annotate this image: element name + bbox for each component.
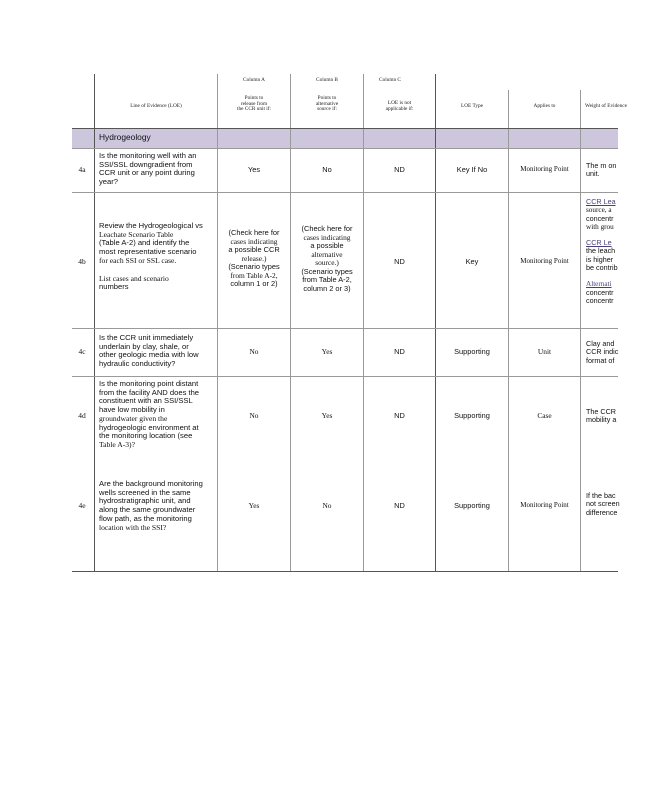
column-a-label: Column A (243, 77, 265, 83)
weight-of-evidence-text (586, 492, 646, 517)
question-line: along the same groundwater (99, 505, 196, 515)
weight-line: The m on (586, 161, 617, 170)
weight-of-evidence-text (586, 198, 646, 305)
weight-line: difference (586, 507, 618, 517)
col-a-value: No (249, 347, 259, 356)
question-line: for each SSI or SSL case. (99, 255, 177, 265)
col-c-value: ND (394, 501, 405, 510)
question-line: have low mobility in (99, 405, 165, 415)
header-rule (72, 128, 618, 129)
loe-type-value: Key (465, 257, 479, 266)
applies-to-value: Monitoring Point (520, 165, 569, 173)
applies-to-value: Monitoring Point (520, 501, 569, 509)
header-line-of-evidence: Line of Evidence (LOE) (130, 103, 182, 109)
row-id: 4a (78, 165, 86, 174)
question-line: flow path, as the monitoring (99, 513, 192, 523)
header-col-a (218, 96, 290, 113)
question-line: constituent with an SSI/SSL (99, 396, 193, 406)
weight-line: unit. (586, 169, 600, 179)
col-a-line: (Check here for (228, 228, 280, 237)
weight-line: format of (586, 355, 615, 365)
col-a-line: (Scenario types (228, 262, 280, 272)
header-col-b-line: source if: (317, 106, 337, 113)
loe-type-value: Supporting (454, 411, 490, 420)
weight-line: CCR Lea (586, 197, 616, 206)
col-b-line: (Scenario types (301, 266, 353, 276)
loe-type-value: Supporting (454, 347, 490, 356)
question-line: from the facility AND does the (99, 387, 200, 397)
col-a-line: from Table A-2, (230, 270, 278, 280)
question-line: wells screened in the same (99, 487, 191, 497)
weight-line: Alternati (586, 280, 612, 289)
col-b-value: Yes (321, 411, 333, 420)
weight-line: concentr (586, 295, 614, 305)
row-id: 4b (78, 257, 86, 266)
col-b-line: column 2 or 3) (303, 283, 351, 293)
col-b-line: source.) (315, 258, 339, 268)
col-a-line: column 1 or 2) (230, 279, 278, 289)
row-question (99, 380, 217, 450)
weight-line: with grou (586, 222, 614, 231)
question-line: SSI/SSL downgradient from (99, 159, 193, 169)
row-question (99, 222, 217, 292)
header-col-c-line: LOE is not (387, 100, 412, 106)
weight-of-evidence-text (586, 340, 646, 365)
header-col-a-line: the CCR unit if: (237, 106, 271, 113)
col-b-line: from Table A-2, (302, 275, 352, 285)
question-line: Table A-3)? (99, 440, 135, 450)
question-line: Review the Hydrogeological vs (99, 221, 203, 230)
header-weight-of-evidence: Weight of Evidence (585, 103, 627, 109)
header-col-c-line: applicable if: (385, 105, 414, 112)
question-line: hydrostratigraphic unit, and (99, 496, 191, 506)
weight-line: the leach (586, 246, 616, 256)
header-col-b-line: Points to (317, 95, 337, 101)
col-a-line: release.) (241, 253, 267, 263)
header-col-a-line: release from (240, 100, 268, 107)
col-b-line: (Check here for (301, 224, 353, 233)
question-line: Is the monitoring point distant (99, 379, 199, 388)
col-b-value: No (322, 501, 332, 510)
question-line: numbers (99, 282, 129, 292)
weight-line: The CCR (586, 407, 616, 416)
col-a-line: cases indicating (230, 236, 278, 246)
col-b-value: No (322, 165, 332, 174)
question-line: Is the CCR unit immediately (99, 333, 194, 342)
col-a-line: a possible CCR (228, 245, 280, 255)
header-col-a-line: Points to (244, 95, 264, 101)
row-question (99, 334, 217, 369)
col-b-checklist (291, 225, 363, 293)
weight-line: source, a (586, 206, 612, 215)
row-rule (72, 192, 618, 193)
weight-of-evidence-text (586, 408, 646, 425)
weight-line: CCR Le (586, 238, 612, 248)
header-applies-to: Applies to (533, 103, 556, 109)
question-line: hydrogeologic environment at (99, 422, 199, 432)
col-c-value: ND (394, 257, 405, 266)
col-a-value: Yes (248, 501, 260, 510)
weight-line: not screen (586, 499, 620, 509)
applies-to-value: Case (537, 411, 552, 420)
weight-line: be contrib (586, 262, 618, 272)
col-c-value: ND (394, 165, 405, 174)
weight-line: mobility a (586, 415, 617, 425)
loe-type-value: Supporting (454, 501, 490, 510)
col-b-line: cases indicating (303, 232, 351, 242)
table-divider (580, 90, 581, 572)
col-a-value: No (249, 411, 259, 420)
header-col-c (364, 101, 435, 112)
col-b-line: alternative (311, 249, 343, 259)
section-band (72, 128, 618, 148)
question-line: year? (99, 177, 118, 187)
weight-line: is higher (586, 254, 614, 264)
question-line: underlain by clay, shale, or (99, 341, 189, 351)
row-rule (72, 148, 618, 149)
weight-line: CCR indic (586, 347, 619, 357)
question-line: Leachate Scenario Table (99, 229, 174, 239)
question-line: most representative scenario (99, 247, 197, 257)
question-line: Are the background monitoring (99, 479, 203, 488)
column-b-label: Column B (316, 77, 338, 83)
header-col-b (291, 96, 363, 113)
row-rule (72, 328, 618, 329)
col-c-value: ND (394, 347, 405, 356)
question-line: List cases and scenario (99, 273, 169, 283)
col-a-checklist (219, 229, 289, 289)
section-title: Hydrogeology (99, 132, 151, 142)
header-loe-type: LOE Type (460, 103, 484, 109)
table-bottom-rule (72, 571, 618, 572)
question-line: groundwater given the (99, 413, 168, 423)
applies-to-value: Unit (537, 347, 552, 356)
header-col-b-line: alternative (315, 100, 339, 107)
question-line: hydraulic conductivity? (99, 359, 176, 369)
column-c-label: Column C (379, 77, 401, 83)
row-id: 4d (78, 411, 86, 420)
question-line: Is the monitoring well with an (99, 151, 197, 160)
weight-of-evidence-text (586, 162, 646, 179)
col-a-value: Yes (247, 165, 261, 174)
row-id: 4e (78, 501, 86, 510)
question-line: other geologic media with low (99, 350, 199, 360)
question-line: the monitoring location (see (99, 431, 193, 441)
weight-line: concentr (586, 213, 614, 223)
col-c-value: ND (394, 411, 405, 420)
row-question (99, 152, 217, 187)
weight-line: Clay and (586, 339, 615, 348)
table-divider (508, 90, 509, 572)
applies-to-value: Monitoring Point (520, 257, 569, 265)
question-line: location with the SSI? (99, 522, 167, 532)
row-question (99, 480, 217, 532)
col-b-line: a possible (310, 241, 344, 251)
question-line: CCR unit or any point during (99, 168, 195, 178)
row-id: 4c (78, 347, 86, 356)
loe-type-value: Key If No (456, 165, 488, 174)
weight-line: concentr (586, 287, 614, 297)
question-line: (Table A-2) and identify the (99, 238, 190, 248)
row-rule (72, 376, 618, 377)
col-b-value: Yes (321, 347, 333, 356)
weight-line: If the bac (586, 491, 616, 500)
